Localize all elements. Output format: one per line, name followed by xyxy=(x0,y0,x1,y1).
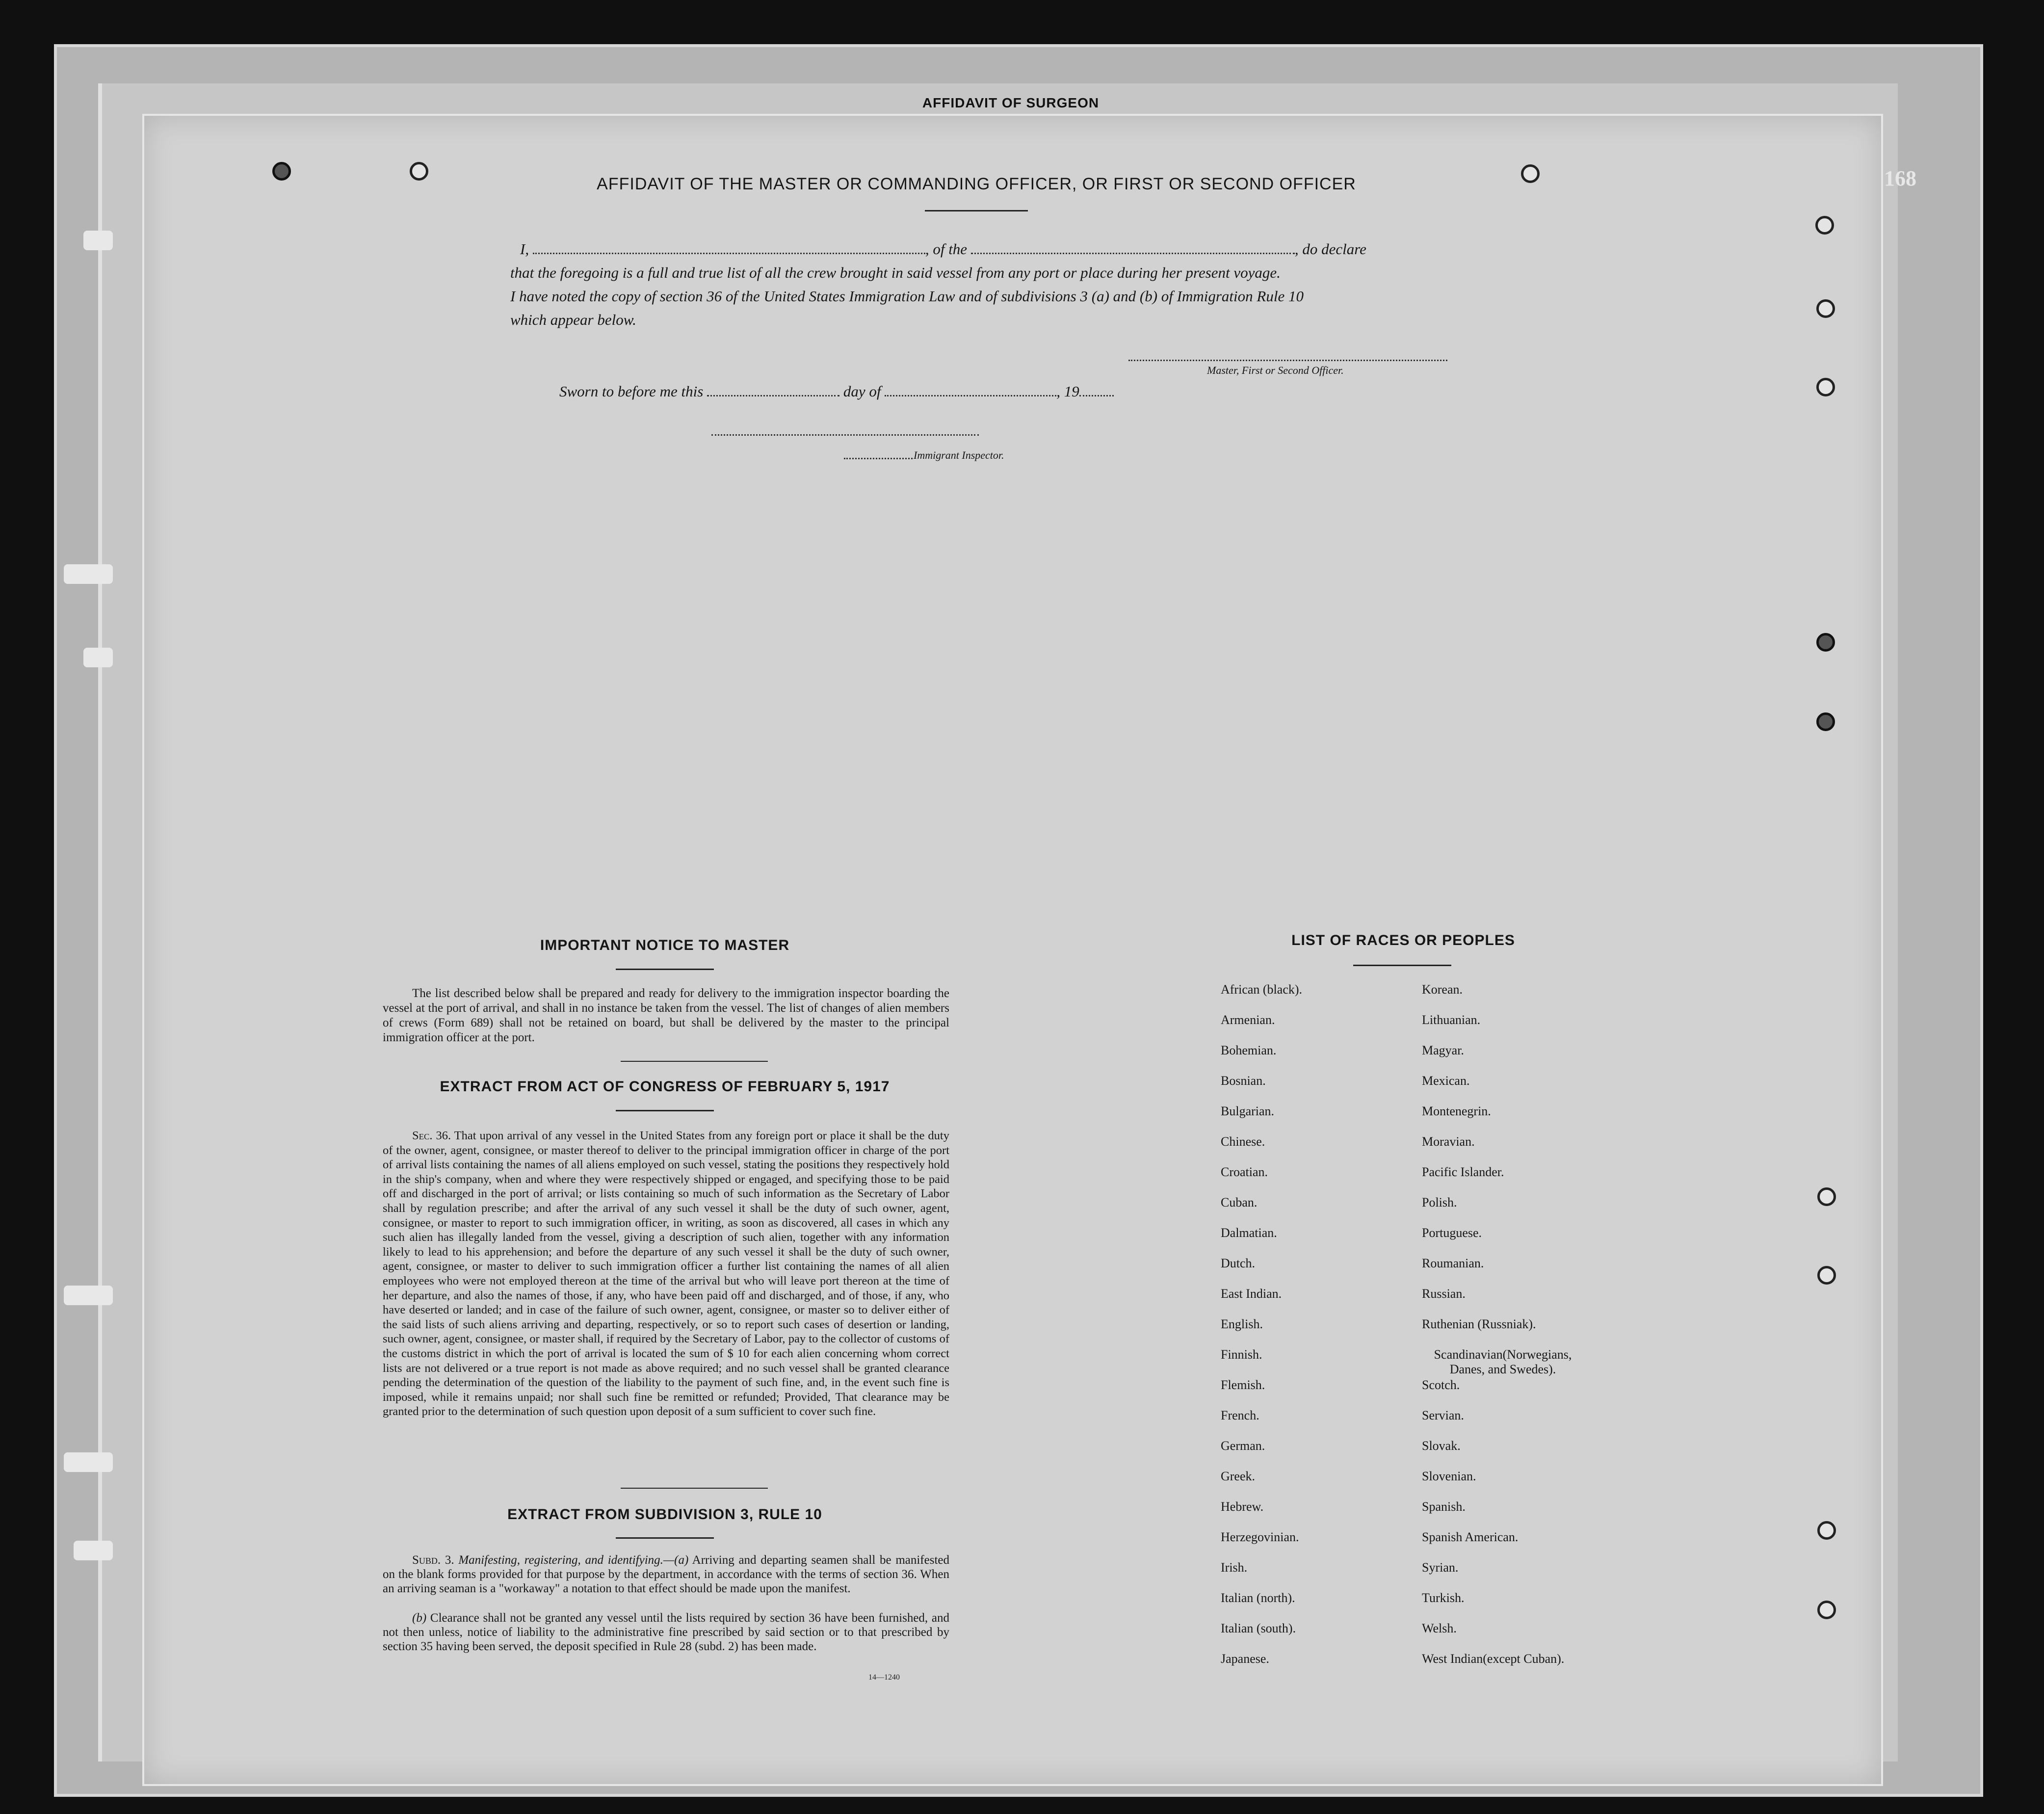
race-list-item: Finnish. xyxy=(1221,1347,1262,1362)
race-list-item: German. xyxy=(1221,1439,1265,1453)
declaration-line-4: which appear below. xyxy=(510,311,636,328)
race-list-item: Polish. xyxy=(1422,1195,1457,1209)
race-list-item: Mexican. xyxy=(1422,1074,1470,1088)
races-divider xyxy=(1353,965,1451,966)
punch-hole xyxy=(1817,1601,1836,1619)
race-list-item: Russian. xyxy=(1422,1287,1466,1301)
sworn-line xyxy=(559,383,1197,402)
punch-hole xyxy=(1817,1521,1836,1540)
declaration-line-1 xyxy=(520,240,1452,260)
rule-divider xyxy=(616,1537,714,1539)
race-list-item: Slovenian. xyxy=(1422,1469,1476,1483)
punch-hole xyxy=(1815,216,1834,235)
inspector-signature-line xyxy=(711,434,979,436)
race-list-item: Bulgarian. xyxy=(1221,1104,1275,1118)
rule-paragraph-b-label: (b) xyxy=(412,1611,427,1625)
race-list-item: Bosnian. xyxy=(1221,1074,1266,1088)
inspector-caption: Immigrant Inspector. xyxy=(914,449,1004,461)
race-list-item: Moravian. xyxy=(1422,1134,1475,1149)
race-list-item: West Indian(except Cuban). xyxy=(1422,1652,1565,1666)
punch-hole xyxy=(1816,378,1835,396)
race-list-item: Turkish. xyxy=(1422,1591,1465,1605)
race-list-item: Scotch. xyxy=(1422,1378,1460,1392)
races-title: LIST OF RACES OR PEOPLES xyxy=(1291,932,1515,948)
act-extract-text xyxy=(383,1129,949,1419)
inspector-caption-leader xyxy=(844,458,913,459)
binding-loop xyxy=(64,1452,113,1472)
punch-hole xyxy=(1817,1187,1836,1206)
notice-divider xyxy=(616,969,714,970)
day-blank xyxy=(707,395,839,396)
binding-loop xyxy=(64,1286,113,1305)
race-list-item: Spanish American. xyxy=(1422,1530,1519,1544)
rule-subdivision-heading: Manifesting, registering, and identifying.—(a) xyxy=(458,1553,689,1567)
race-list-item: Flemish. xyxy=(1221,1378,1265,1392)
rule-extract-title: EXTRACT FROM SUBDIVISION 3, RULE 10 xyxy=(507,1506,822,1523)
page-number: 168 xyxy=(1884,166,1916,190)
binding-loop xyxy=(83,648,113,667)
race-list-item: Servian. xyxy=(1422,1408,1464,1422)
declaration-line-3: I have noted the copy of section 36 of the United States Immigration Law and of subdivisions 3 (a) and (b) of Immigration Rule 10 xyxy=(510,288,1304,305)
binding-loop xyxy=(74,1541,113,1560)
race-list-item: Pacific Islander. xyxy=(1422,1165,1504,1179)
act-divider xyxy=(616,1110,714,1111)
binding-loop xyxy=(64,564,113,584)
race-list-item: Ruthenian (Russniak). xyxy=(1422,1317,1536,1331)
notice-title: IMPORTANT NOTICE TO MASTER xyxy=(540,937,790,953)
race-list-item: Dalmatian. xyxy=(1221,1226,1277,1240)
race-list-item: Irish. xyxy=(1221,1560,1248,1575)
declaration-i: I, xyxy=(520,240,529,258)
rule-paragraph-a xyxy=(383,1553,949,1596)
form-code: 14—1240 xyxy=(868,1673,900,1682)
punch-hole xyxy=(410,162,428,181)
race-list-item: Greek. xyxy=(1221,1469,1256,1483)
underlying-sheet-title: AFFIDAVIT OF SURGEON xyxy=(922,95,1100,110)
rule-paragraph-b xyxy=(383,1611,949,1654)
sworn-day-of: day of xyxy=(843,383,881,400)
race-list-item: Dutch. xyxy=(1221,1256,1256,1270)
race-list-item: Bohemian. xyxy=(1221,1043,1277,1057)
section-divider xyxy=(621,1061,768,1062)
rule-paragraph-b-text: Clearance shall not be granted any vessel until the lists required by section 36 have been furnished, and not then unless, notice of liability to the administrative fine prescribed by said section or to that prescribed by section 35 having been served, the deposit specified in Rule 28 (subd. 2) has been made. xyxy=(383,1611,949,1653)
binding-loop xyxy=(83,231,113,250)
punch-hole xyxy=(1816,712,1835,731)
month-blank xyxy=(885,395,1056,396)
sworn-text: Sworn to before me this xyxy=(559,383,704,400)
declaration-of: , of the xyxy=(925,240,968,258)
race-list-item: Welsh. xyxy=(1422,1621,1457,1635)
race-list-item: Montenegrin. xyxy=(1422,1104,1491,1118)
section-divider xyxy=(621,1488,768,1489)
punch-hole xyxy=(1816,299,1835,318)
name-blank xyxy=(533,253,925,254)
race-list-item: Roumanian. xyxy=(1422,1256,1484,1270)
punch-hole xyxy=(272,162,291,181)
signature-caption: Master, First or Second Officer. xyxy=(1207,364,1344,376)
act-section-label: Sec. 36. xyxy=(412,1129,451,1142)
race-list-item: African (black). xyxy=(1221,982,1303,997)
notice-text: The list described below shall be prepared and ready for delivery to the immigration inspector boarding the vessel at the port of arrival, and shall in no instance be taken from the vessel. The list of changes of alien members of crews (Form 689) shall not be retained on board, but shall be delivered by the master to the principal immigration officer at the port. xyxy=(383,987,949,1044)
race-list-item: Korean. xyxy=(1422,982,1463,997)
race-list-item: Scandinavian(Norwegians, Danes, and Swedes). xyxy=(1434,1347,1572,1376)
race-list-item: Slovak. xyxy=(1422,1439,1461,1453)
act-extract-title: EXTRACT FROM ACT OF CONGRESS OF FEBRUARY 5, 1917 xyxy=(440,1078,890,1095)
title-divider xyxy=(925,210,1028,211)
race-list-item: East Indian. xyxy=(1221,1287,1282,1301)
race-list-item: Japanese. xyxy=(1221,1652,1269,1666)
race-list-item: Lithuanian. xyxy=(1422,1013,1481,1027)
vessel-blank xyxy=(971,253,1295,254)
punch-hole xyxy=(1521,164,1540,183)
punch-hole xyxy=(1816,633,1835,652)
race-list-item: Cuban. xyxy=(1221,1195,1258,1209)
race-list-item: Italian (north). xyxy=(1221,1591,1295,1605)
rule-subdivision-label: Subd. 3. xyxy=(412,1553,454,1567)
race-list-item: Italian (south). xyxy=(1221,1621,1296,1635)
declaration-line-2: that the foregoing is a full and true list of all the crew brought in said vessel from any port or place during her present voyage. xyxy=(510,264,1281,281)
race-list-item: Armenian. xyxy=(1221,1013,1275,1027)
race-list-item: Spanish. xyxy=(1422,1499,1466,1514)
race-list-item: Chinese. xyxy=(1221,1134,1265,1149)
race-list-item: Syrian. xyxy=(1422,1560,1459,1575)
race-list-item: French. xyxy=(1221,1408,1259,1422)
affidavit-title: AFFIDAVIT OF THE MASTER OR COMMANDING OFFICER, OR FIRST OR SECOND OFFICER xyxy=(597,175,1356,193)
act-section-body: That upon arrival of any vessel in the United States from any foreign port or place it shall be the duty of the owner, agent, consignee, or master thereof to deliver to the principal immigration officer in charge of the port of arrival lists containing the names of all aliens employed on such vessel, stating the positions they respectively hold in the ship's company, when and where they were respectively shipped or engaged, and specifying those to be paid off and discharged in the port of arrival; or lists containing so much of such information as the Secretary of Labor shall by regulation prescribe; and after the arrival of any such vessel it shall be the duty of such owner, agent, consignee, or master to report to such immigration officer, in writing, as soon as discovered, all cases in which any such alien has illegally landed from the vessel, giving a description of such alien, together with any information likely to lead to his apprehension; and before the departure of any such vessel it shall be the duty of such owner, agent, consignee, or master to deliver to such immigration officer a further list containing the names of all alien employees who were not employed thereon at the time of the arrival but who will leave port thereon at the time of her departure, and also the names of those, if any, who have been paid off and discharged, and of those, if any, who have deserted or landed; and in case of the failure of such owner, agent, consignee, or master so to deliver either of the said lists of such aliens arriving and departing, respectively, or so to report such cases of desertion or landing, such owner, agent, consignee, or master shall, if required by the Secretary of Labor, pay to the collector of customs of the customs district in which the port of arrival is located the sum of $ 10 for each alien concerning whom correct lists are not delivered or a true report is not made as above required; and no such vessel shall be granted clearance pending the determination of the question of the liability to the payment of such fine, and, in the event such fine is imposed, while it remains unpaid; nor shall such fine be remitted or refunded; Provided, That clearance may be granted prior to the determination of such question upon deposit of a sum sufficient to cover such fine. xyxy=(383,1129,949,1419)
race-list-item: English. xyxy=(1221,1317,1263,1331)
race-list-item: Portuguese. xyxy=(1422,1226,1482,1240)
punch-hole xyxy=(1817,1266,1836,1285)
race-list-item: Hebrew. xyxy=(1221,1499,1264,1514)
race-list-item: Croatian. xyxy=(1221,1165,1268,1179)
year-blank xyxy=(1079,395,1114,396)
signature-line xyxy=(1128,360,1447,361)
sworn-year: , 19 xyxy=(1056,383,1079,400)
race-list-item: Herzegovinian. xyxy=(1221,1530,1299,1544)
race-list-item: Magyar. xyxy=(1422,1043,1464,1057)
rule-paragraph-a-text: Arriving and departing seamen shall be manifested on the blank forms provided for that purpose by the department, in accordance with the terms of section 36. When an arriving seaman is a "workaway" a notation to that effect should be made upon the manifest. xyxy=(383,1553,950,1595)
declaration-end: , do declare xyxy=(1294,240,1366,258)
